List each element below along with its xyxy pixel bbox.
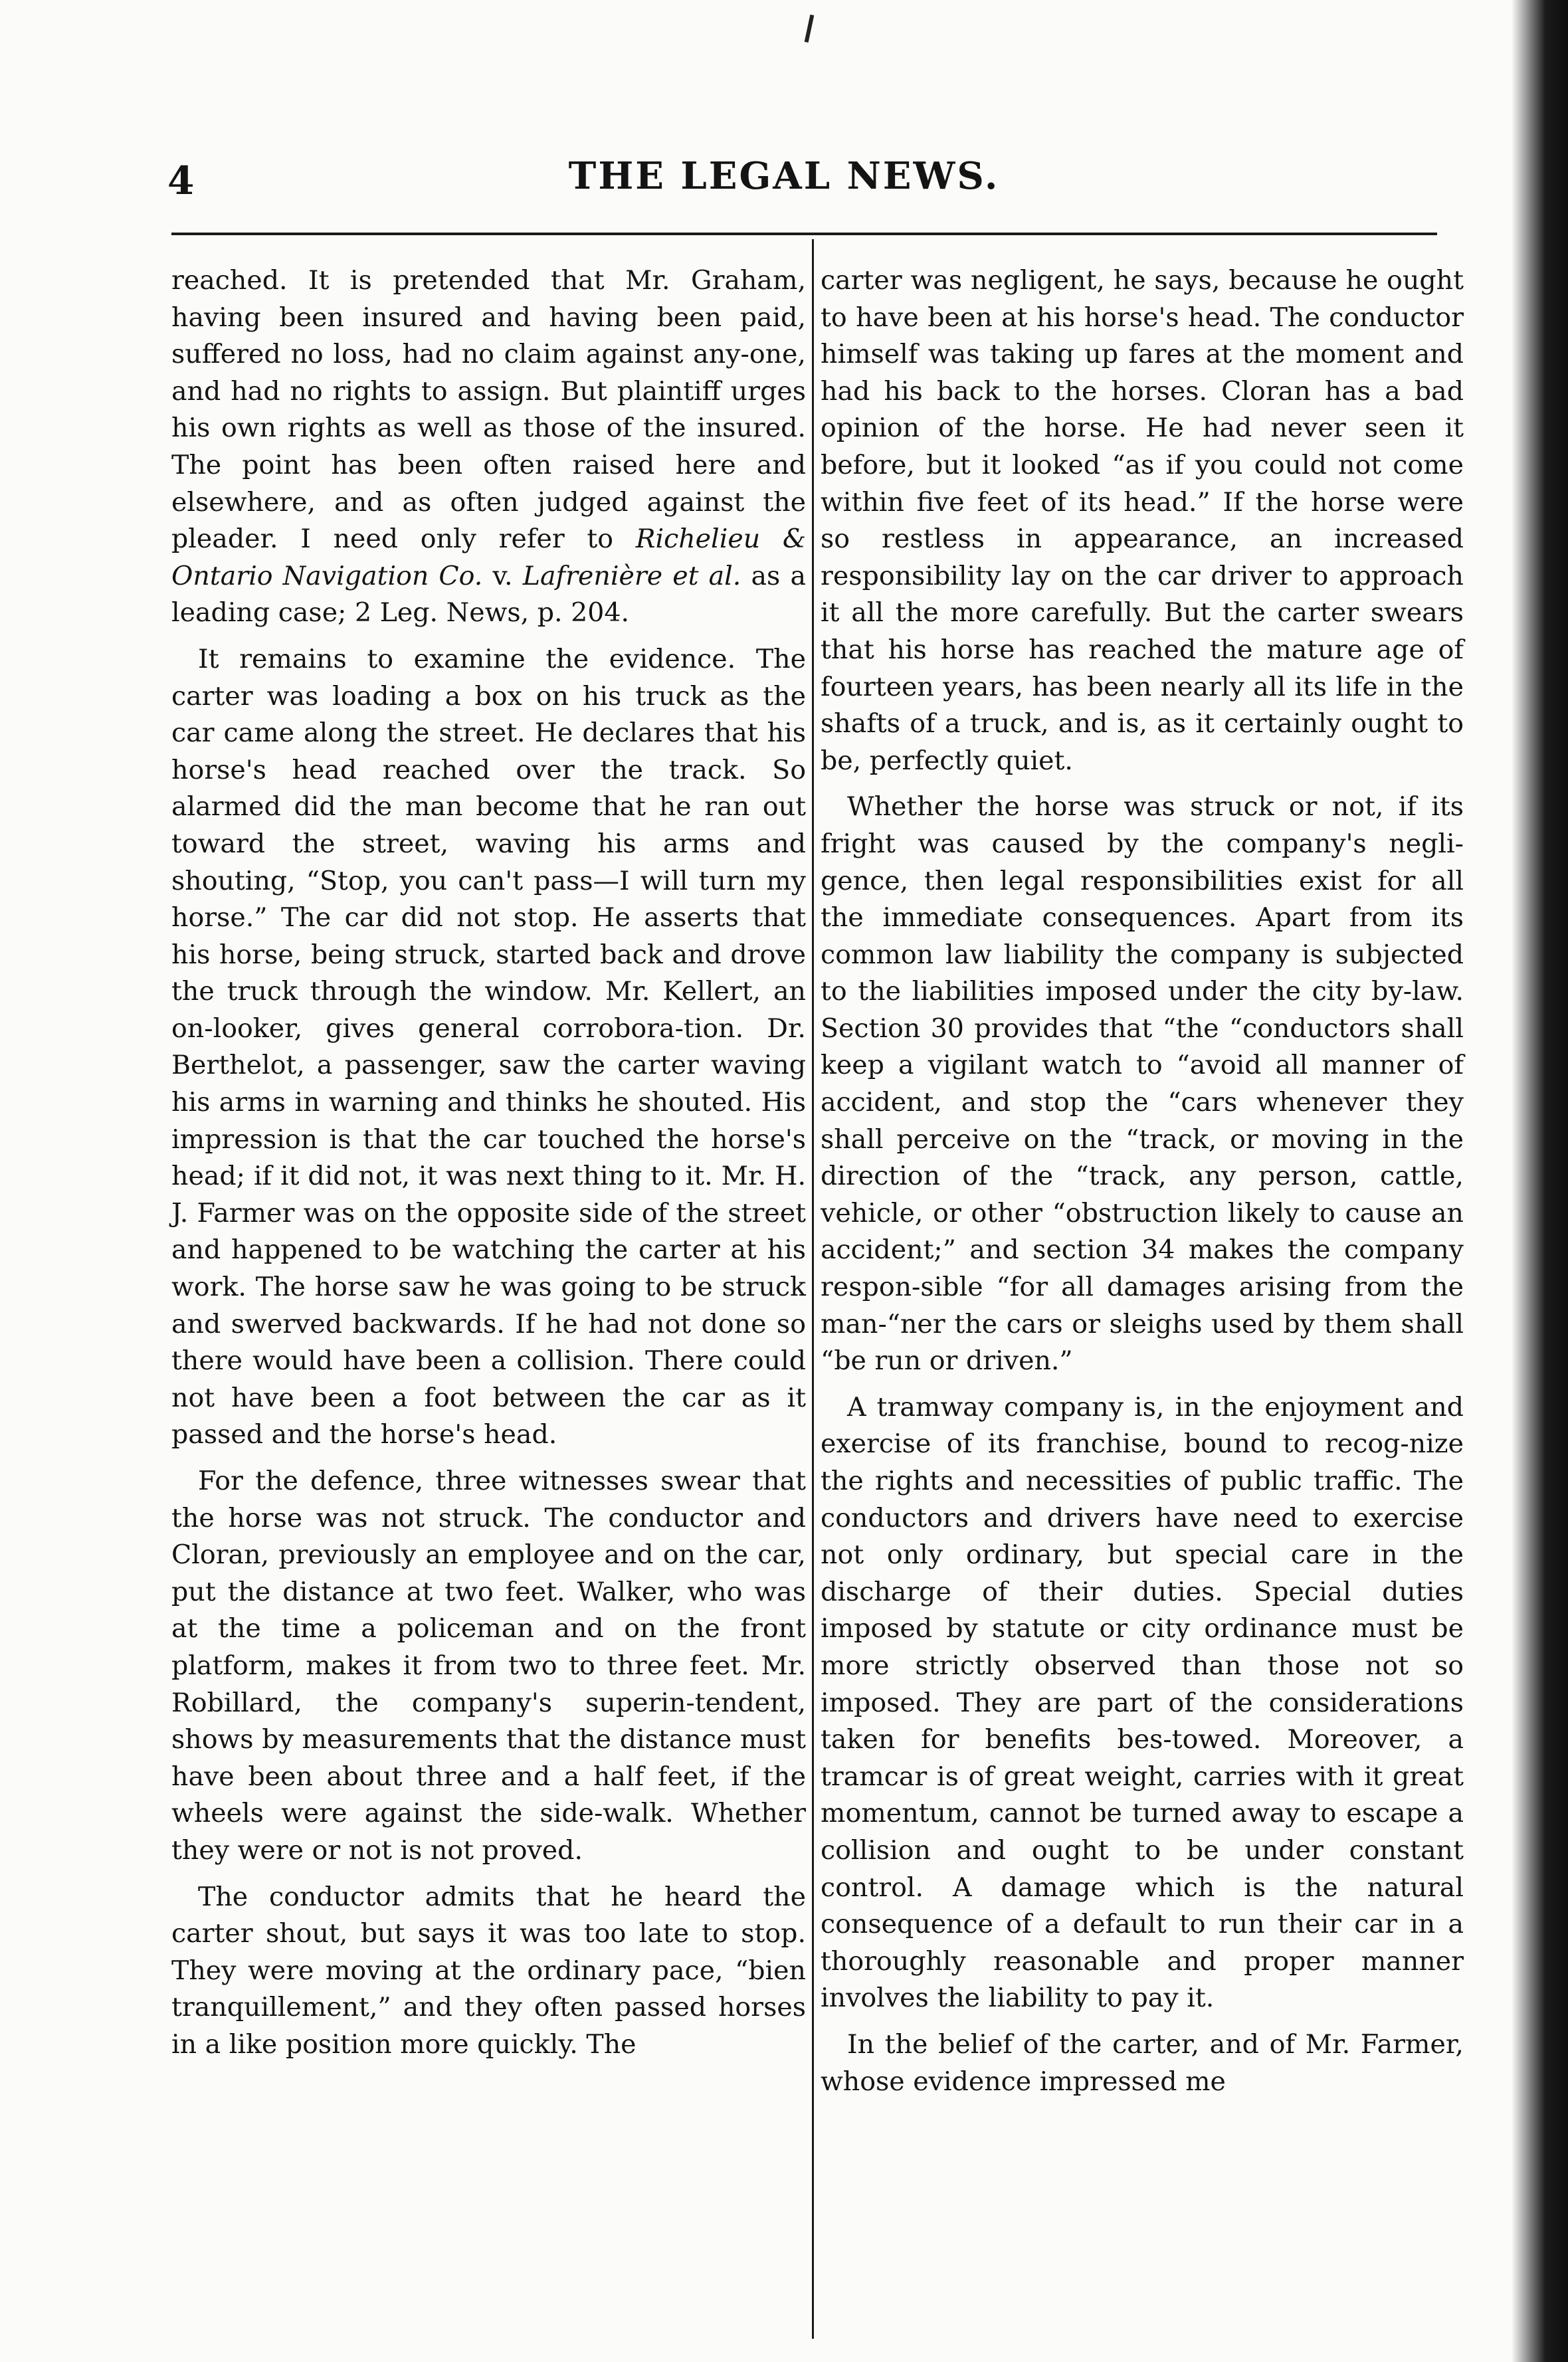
right-column bbox=[821, 262, 1464, 2110]
paragraph: It remains to examine the evidence. The carter was loading a box on his truck as the car came along the street. He declares that his horse's head reached over the track. So alarmed did the man become that he ran out toward the street, waving his arms and shouting, “Stop, you can't pass—I will turn my horse.” The car did not stop. He asserts that his horse, being struck, started back and drove the truck through the window. Mr. Kellert, an on-looker, gives general corrobora-tion. Dr. Berthelot, a passenger, saw the carter waving his arms in warning and thinks he shouted. His impression is that the car touched the horse's head; if it did not, it was next thing to it. Mr. H. J. Farmer was on the opposite side of the street and happened to be watching the carter at his work. The horse saw he was going to be struck and swerved backwards. If he had not done so there would have been a collision. There could not have been a foot between the car as it passed and the horse's head. bbox=[171, 643, 806, 1450]
page-number: 4 bbox=[167, 158, 195, 203]
page-binding-edge bbox=[1512, 0, 1568, 2362]
ink-speck bbox=[805, 15, 815, 43]
header-rule bbox=[171, 233, 1437, 235]
text-run: v. bbox=[482, 560, 523, 591]
paragraph: For the defence, three witnesses swear that the horse was not struck. The conductor and Cloran, previously an employee and on the car, put the distance at two feet. Walker, who was at the time a policeman and on the front platform, makes it from two to three feet. Mr. Robillard, the company's superin-tendent, shows by measurements that the distance must have been about three and a half feet, if the wheels were against the side-walk. Whether they were or not is not proved. bbox=[171, 1466, 806, 1866]
paragraph bbox=[171, 262, 806, 632]
paragraph: In the belief of the carter, and of Mr. Farmer, whose evidence impressed me bbox=[821, 2028, 1464, 2097]
case-name: Richelieu & Ontario Navigation Co. bbox=[171, 524, 806, 591]
paragraph: A tramway company is, in the enjoyment and exercise of its franchise, bound to recog-nize the rights and necessities of public traffic. The conductors and drivers have need to exercise not only ordinary, but special care in the discharge of their duties. Special duties imposed by statute or city ordinance must be more strictly observed than those not so imposed. They are part of the considerations taken for benefits bes-towed. Moreover, a tramcar is of great weight, carries with it great momentum, cannot be turned away to escape a collision and ought to be under constant control. A damage which is the natural consequence of a default to run their car in a thoroughly reasonable and proper manner involves the liability to pay it. bbox=[821, 1391, 1464, 2014]
paragraph: The conductor admits that he heard the carter shout, but says it was too late to stop. They were moving at the ordinary pace, “bien tranquillement,” and they often passed horses in a like position more quickly. The bbox=[171, 1881, 806, 2060]
left-column bbox=[171, 262, 806, 2073]
text-run: reached. It is pretended that Mr. Graham, having been insured and having been paid, suffered no loss, had no claim against any-one, and had no rights to assign. But plaintiff urges his own rights as well as those of the insured. The point has been often raised here and elsewhere, and as often judged against the pleader. I need only refer to bbox=[171, 265, 806, 555]
text-run: as a leading case; 2 Leg. News, p. 204. bbox=[171, 560, 807, 629]
party-name: Lafrenière et al. bbox=[522, 560, 741, 591]
paragraph: carter was negligent, he says, because he ought to have been at his horse's head. The conductor himself was taking up fares at the moment and had his back to the horses. Cloran has a bad opinion of the horse. He had never seen it before, but it looked “as if you could not come within five feet of its head.” If the horse were so restless in appearance, an increased responsibility lay on the car driver to approach it all the more carefully. But the carter swears that his horse has reached the mature age of fourteen years, has been nearly all its life in the shafts of a truck, and is, as it certainly ought to be, perfectly quiet. bbox=[821, 265, 1464, 776]
paragraph: Whether the horse was struck or not, if its fright was caused by the company's negli-gence, then legal responsibilities exist for all the immediate consequences. Apart from its common law liability the company is subjected to the liabilities imposed under the city by-law. Section 30 provides that “the “conductors shall keep a vigilant watch to “avoid all manner of accident, and stop the “cars whenever they shall perceive on the “track, or moving in the direction of the “track, any person, cattle, vehicle, or other “obstruction likely to cause an accident;” and section 34 makes the company respon-sible “for all damages arising from the man-“ner the cars or sleighs used by them shall “be run or driven.” bbox=[821, 791, 1464, 1377]
running-head-title: THE LEGAL NEWS. bbox=[568, 154, 1000, 198]
column-divider bbox=[812, 239, 814, 2339]
